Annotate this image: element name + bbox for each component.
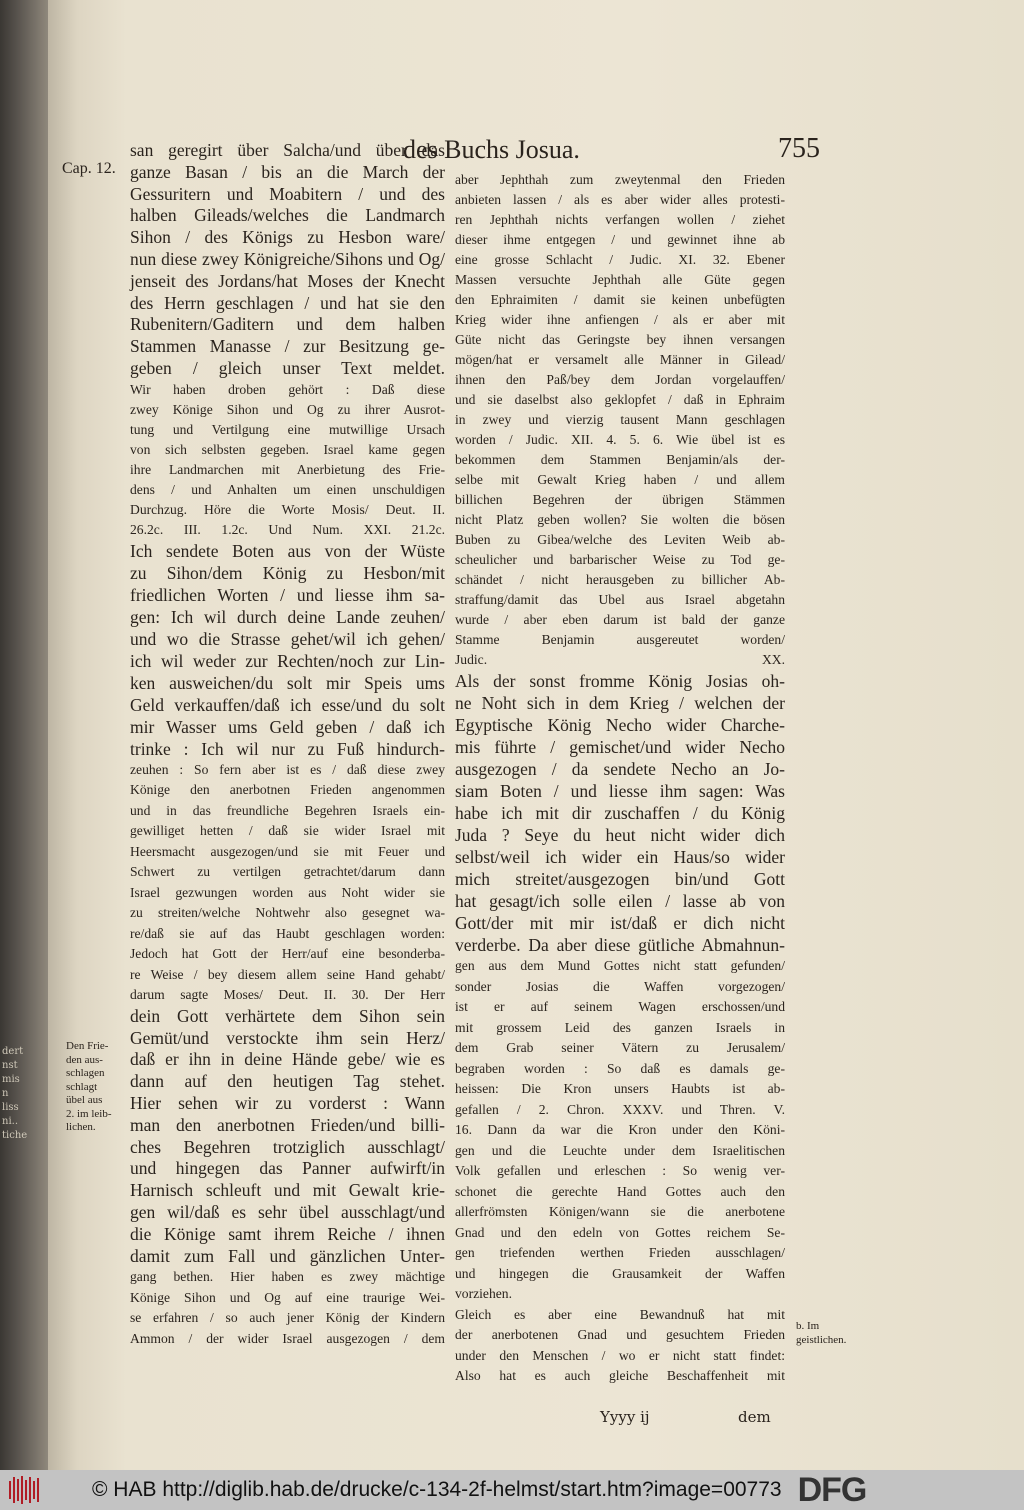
text-line: Sihon / des Königs zu Hesbon ware/: [130, 227, 445, 248]
text-line: gen aus dem Mund Gottes nicht statt gefunden/: [455, 958, 785, 973]
text-line: Also hat es auch gleiche Beschaffenheit mit: [455, 1368, 785, 1383]
text-line: Schwert zu vertilgen getrachtet/darum dann: [130, 864, 445, 880]
text-line: Stammen Manasse / zur Besitzung ge-: [130, 336, 445, 357]
left-column-block: [130, 380, 445, 540]
text-line: habe ich mit dir zuschaffen / du König: [455, 803, 785, 823]
text-line: damit zum Fall und gänzlichen Unter-: [130, 1245, 445, 1266]
text-line: Buben zu Gibea/welche des Leviten Weib ab-: [455, 532, 785, 547]
text-line: von sich selbsten gegeben. Israel kame gegen: [130, 441, 445, 457]
text-line: nicht Platz geben wollen? Sie wolten die bösen: [455, 512, 785, 527]
text-line: 2. im leib-: [66, 1107, 112, 1120]
text-line: dieser ihme entgegen / und gewinnet ihne ab: [455, 232, 785, 247]
text-line: gen und die Leuchte under dem Israelitischen: [455, 1142, 785, 1158]
text-line: mir Wasser ums Geld geben / daß ich: [130, 716, 445, 737]
text-line: Massen versuchte Jephthah alle Güte gegen: [455, 272, 785, 287]
running-title: des Buchs Josua.: [403, 135, 580, 164]
right-column-block: [455, 170, 785, 670]
text-line: friedlichen Worten / und liesse ihm sa-: [130, 584, 445, 605]
text-line: und hingegen die Grausamkeit der Waffen: [455, 1265, 785, 1281]
text-line: darum sagte Moses/ Deut. II. 30. Der Herr: [130, 987, 445, 1003]
text-line: vorziehen.: [455, 1286, 512, 1301]
text-line: Jedoch hat Gott der Herr/auf eine besonderba-: [130, 946, 445, 962]
text-line: Egyptische König Necho wider Charche-: [455, 715, 785, 735]
text-line: allerfrömsten Königen/wann sie die anerbotene: [455, 1204, 785, 1219]
text-line: ausgezogen / da sendete Necho an Jo-: [455, 759, 785, 779]
text-line: Volk gefallen und erleschen : So wenig ver-: [455, 1163, 785, 1178]
text-line: halben Gileads/welches die Landmarch: [130, 205, 445, 226]
text-line: Gessuritern und Moabitern / und des: [130, 183, 445, 204]
right-column-block: [455, 956, 785, 1120]
text-line: Gott/der mit mir ist/daß er dich nicht: [455, 913, 785, 933]
text-line: die Könige samt ihrem Reiche / ihnen: [130, 1223, 445, 1244]
text-line: ken ausweichen/du solt mir Speis ums: [130, 672, 445, 693]
text-line: Stamme Benjamin ausgereutet worden/: [455, 632, 785, 647]
left-column: [130, 140, 445, 1349]
text-line: re/daß sie auf das Haubt geschlagen worden:: [130, 925, 445, 941]
text-line: ich wil weder zur Rechten/noch zur Lin-: [130, 650, 445, 671]
text-line: ches Begehren trotziglich ausschlagt/: [130, 1136, 445, 1157]
text-line: dens / und Anhalten um einen unschuldigen: [130, 481, 445, 497]
dfg-logo: DFG: [797, 1470, 867, 1509]
source-link[interactable]: © HAB http://diglib.hab.de/drucke/c-134-2f-helmst/start.htm?image=00773: [92, 1478, 782, 1501]
left-column-block: [130, 1267, 445, 1349]
text-line: se erfahren / so auch jener König der Kindern: [130, 1310, 445, 1326]
right-column: [455, 170, 785, 1387]
text-line: mis führte / gemischet/und wider Necho: [455, 737, 785, 757]
text-line: den aus-: [66, 1053, 103, 1066]
text-line: heissen: Die Kron unsers Haubts ist ab-: [455, 1081, 785, 1096]
text-line: hat gesagt/ich solle eilen / lasse ab von: [455, 891, 785, 911]
text-line: san geregirt über Salcha/und über das: [130, 140, 445, 160]
text-line: mögen/hat er versamelt alle Männer in Gilead/: [455, 352, 785, 367]
text-line: und sie daselbst also geklopfet / daß in Ephraim: [455, 392, 785, 407]
text-line: geistlichen.: [796, 1333, 847, 1346]
left-column-block: [130, 760, 445, 1006]
text-line: sonder Josias die Waffen vorgezogen/: [455, 978, 785, 994]
text-line: und wo die Strasse gehet/wil ich gehen/: [130, 628, 445, 649]
text-line: ihnen den Paß/bey dem Jordan vorgelauffen/: [455, 372, 785, 387]
text-line: schlagen: [66, 1067, 105, 1079]
text-line: Geld verkauffen/daß ich esse/und du solt: [130, 694, 445, 715]
text-line: begraben worden : So daß es damals ge-: [455, 1060, 785, 1076]
text-line: gewilliget hetten / daß sie wider Israel mit: [130, 823, 445, 839]
text-line: ganze Basan / bis an die March der: [130, 161, 445, 182]
text-line: trinke : Ich wil nur zu Fuß hindurch-: [130, 738, 445, 759]
catchword: dem: [738, 1408, 771, 1426]
text-line: und in das freundliche Begehren Israels ein-: [130, 802, 445, 818]
text-line: under den Menschen / wo er nicht statt findet:: [455, 1347, 785, 1363]
text-line: Könige den anerbotnen Frieden angenommen: [130, 782, 445, 798]
text-line: schändet / nicht herausgeben zu billicher Ab-: [455, 572, 785, 587]
text-line: aber Jephthah zum zweytenmal den Frieden: [455, 172, 785, 187]
text-line: Könige Sihon und Og auf eine traurige Wei-: [130, 1289, 445, 1305]
text-line: Gnad und den edeln von Gottes reichem Se-: [455, 1224, 785, 1240]
text-line: verderbe. Da aber diese gütliche Abmahnun-: [455, 935, 785, 955]
left-column-block: [130, 140, 445, 380]
text-line: Gleich es aber eine Bewandnuß hat mit: [455, 1306, 785, 1322]
margin-note-left: [66, 1040, 112, 1135]
text-line: ist er auf seinem Wagen erschossen/und: [455, 999, 785, 1014]
text-line: zu Sihon/dem König zu Hesbon/mit: [130, 562, 445, 583]
text-line: wurde / aber eben darum ist bald der ganze: [455, 612, 785, 627]
text-line: Rubenitern/Gaditern und dem halben: [130, 314, 445, 335]
text-line: ihre Landmarchen mit Anerbietung des Frie-: [130, 461, 445, 477]
facing-page-fragment: dert nst mis n liss ni.. tiche: [2, 1046, 28, 1141]
margin-note-right: [796, 1320, 846, 1347]
text-line: gen triefenden werthen Frieden ausschlagen/: [455, 1245, 785, 1260]
text-line: Durchzug. Höre die Worte Mosis/ Deut. II.: [130, 501, 445, 517]
text-line: der anerbotenen Gnad und gesuchtem Frieden: [455, 1327, 785, 1342]
text-line: straffung/damit das Ubel aus Israel abgetahn: [455, 592, 785, 607]
signature-mark: Yyyy ij: [600, 1408, 650, 1426]
text-line: Den Frie-: [66, 1040, 109, 1052]
text-line: selbst/weil ich wider ein Haus/so wider: [455, 847, 785, 867]
footer-bar: [0, 1470, 1024, 1510]
chapter-marker: Cap. 12.: [62, 160, 116, 177]
text-line: und hingegen das Panner aufwirft/in: [130, 1158, 445, 1179]
text-line: dein Gott verhärtete dem Sihon sein: [130, 1005, 445, 1026]
text-line: mit grossem Leid des ganzen Israels in: [455, 1019, 785, 1035]
text-line: dem Grab seiner Vätern zu Jerusalem/: [455, 1040, 785, 1055]
right-column-block: [455, 1120, 785, 1387]
text-line: eine grosse Schlacht / Judic. XI. 32. Ebener: [455, 252, 785, 267]
text-line: Judic. XX.: [455, 652, 785, 667]
text-line: billichen Begehren der übrigen Stämmen: [455, 492, 785, 507]
text-line: Ich sendete Boten aus von der Wüste: [130, 540, 445, 561]
text-line: Harnisch schleuft und mit Gewalt krie-: [130, 1180, 445, 1201]
text-line: Juda ? Seye du heut nicht wider dich: [455, 825, 785, 845]
text-line: Gemüt/und verstockte ihm sein Herz/: [130, 1027, 445, 1048]
text-line: Wir haben droben gehört : Daß diese: [130, 381, 445, 397]
text-line: Israel gezwungen worden aus Noht wider sie: [130, 884, 445, 900]
text-line: scheulicher und barbarischer Weise zu Tod ge-: [455, 552, 785, 567]
text-line: daß er ihn in deine Hände gebe/ wie es: [130, 1049, 445, 1070]
text-line: dann auf den heutigen Tag stehet.: [130, 1071, 445, 1092]
text-line: siam Boten / und liesse ihm sagen: Was: [455, 781, 785, 801]
text-line: Güte nicht das Geringste bey ihnen versangen: [455, 332, 785, 347]
book-page: [48, 0, 1024, 1470]
text-line: zeuhen : So fern aber ist es / daß diese zwey: [130, 761, 445, 777]
text-line: gefallen / 2. Chron. XXXV. und Thren. V.: [455, 1101, 785, 1117]
text-line: nun diese zwey Königreiche/Sihons und Og/: [130, 248, 445, 269]
text-line: zwey Könige Sihon und Og zu ihrer Ausrot-: [130, 401, 445, 417]
text-line: man den anerbotnen Frieden/und billi-: [130, 1114, 445, 1135]
text-line: selbe mit Gewalt Krieg haben / und allem: [455, 472, 785, 487]
text-line: gen: Ich wil durch deine Lande zeuhen/: [130, 606, 445, 627]
text-line: ne Noht sich in dem Krieg / welchen der: [455, 693, 785, 713]
text-line: den Ephraimiten / damit sie keinen unbefügten: [455, 292, 785, 307]
text-line: Krieg wider ihne anfiengen / als er aber mit: [455, 312, 785, 327]
text-line: Hier sehen wir zu vorderst : Wann: [130, 1092, 445, 1113]
text-line: in zwey und vierzig tausent Mann geschlagen: [455, 412, 785, 427]
text-line: Ammon / der wider Israel ausgezogen / dem: [130, 1330, 445, 1346]
text-line: schonet die gerechte Hand Gottes auch den: [455, 1183, 785, 1199]
text-line: des Herrn geschlagen / und hat sie den: [130, 292, 445, 313]
page-number: 755: [778, 133, 820, 164]
text-line: 26.2c. III. 1.2c. Und Num. XXI. 21.2c.: [130, 521, 445, 537]
hab-logo-icon: [4, 1475, 44, 1505]
left-column-block: [130, 1006, 445, 1268]
text-line: 16. Dann da war die Kron under den Köni-: [455, 1122, 785, 1137]
text-line: bekommen dem Stammen Benjamin/als der-: [455, 452, 785, 467]
text-line: Als der sonst fromme König Josias oh-: [455, 671, 785, 691]
left-column-block: [130, 540, 445, 760]
text-line: schlagt: [66, 1080, 98, 1093]
facing-page-edge: [0, 0, 48, 1470]
text-line: zu streiten/welche Nohtwehr also gesegnet wa-: [130, 905, 445, 921]
text-line: lichen.: [66, 1121, 96, 1133]
text-line: worden / Judic. XII. 4. 5. 6. Wie übel ist es: [455, 432, 785, 447]
text-line: b. Im: [796, 1320, 820, 1332]
text-line: gang bethen. Hier haben es zwey mächtige: [130, 1269, 445, 1285]
text-line: mich streitet/ausgezogen bin/und Gott: [455, 869, 785, 889]
text-line: geben / gleich unser Text meldet.: [130, 357, 445, 378]
text-line: re Weise / bey diesem allem seine Hand gehabt/: [130, 966, 445, 982]
text-line: anbieten lassen / als es aber wider alles protesti-: [455, 192, 785, 207]
text-line: übel aus: [66, 1094, 103, 1106]
text-line: tung und Vertilgung eine mutwillige Ursach: [130, 421, 445, 437]
text-line: Heersmacht ausgezogen/und sie mit Feuer und: [130, 843, 445, 859]
text-line: gen wil/daß es sehr übel ausschlagt/und: [130, 1201, 445, 1222]
text-line: jenseit des Jordans/hat Moses der Knecht: [130, 270, 445, 291]
right-column-block: [455, 670, 785, 956]
text-line: ren Jephthah nichts verfangen wollen / ziehet: [455, 212, 785, 227]
